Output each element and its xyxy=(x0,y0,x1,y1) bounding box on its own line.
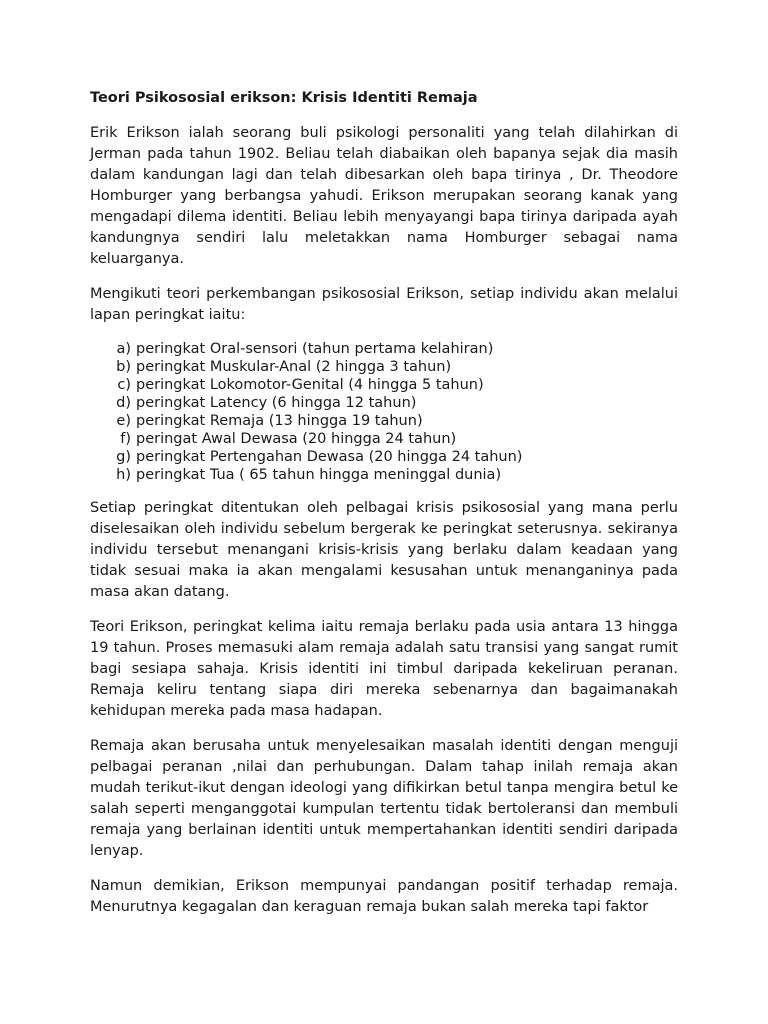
document-page xyxy=(90,88,678,932)
list-marker: a) xyxy=(116,341,131,357)
paragraph-identity-resolution: Remaja akan berusaha untuk menyelesaikan masalah identiti dengan menguji pelbagai peranan ,nilai dan perhubungan. Dalam tahap inilah remaja akan mudah terikut-ikut dengan ideologi yang difikirkan betul tanpa mengira betul ke salah seperti menganggotai kumpulan tertentu tidak bertoleransi dan membuli remaja yang berlainan identiti untuk mempertahankan identiti sendiri daripada lenyap. xyxy=(90,738,678,859)
paragraph-erikson-bio: Erik Erikson ialah seorang buli psikologi personaliti yang telah dilahirkan di Jerman pada tahun 1902. Beliau telah diabaikan oleh bapanya sejak dia masih dalam kandungan lagi dan telah dibesarkan oleh bapa tirinya , Dr. Theodore Homburger yang berbangsa yahudi. Erikson merupakan seorang kanak yang mengadapi dilema identiti. Beliau lebih menyayangi bapa tirinya daripada ayah kandungnya sendiri lalu meletakkan nama Homburger sebagai nama keluarganya. xyxy=(90,125,678,267)
list-item xyxy=(90,340,678,358)
list-item xyxy=(90,376,678,394)
paragraph-list-intro: Mengikuti teori perkembangan psikososial Erikson, setiap individu akan melalui lapan peringkat iaitu: xyxy=(90,286,678,323)
paragraph-crisis-stages: Setiap peringkat ditentukan oleh pelbagai krisis psikososial yang mana perlu diselesaikan oleh individu sebelum bergerak ke peringkat seterusnya. sekiranya individu tersebut menangani krisis-krisis yang berlaku dalam keadaan yang tidak sesuai maka ia akan mengalami kesusahan untuk menanganinya pada masa akan datang. xyxy=(90,500,678,600)
list-item-text: peringkat Oral-sensori (tahun pertama kelahiran) xyxy=(136,341,494,357)
list-item-text: peringkat Pertengahan Dewasa (20 hingga 24 tahun) xyxy=(136,449,523,465)
list-item xyxy=(90,430,678,448)
list-item-text: peringkat Lokomotor-Genital (4 hingga 5 tahun) xyxy=(136,377,484,393)
paragraph-fifth-stage: Teori Erikson, peringkat kelima iaitu remaja berlaku pada usia antara 13 hingga 19 tahun. Proses memasuki alam remaja adalah satu transisi yang sangat rumit bagi sesiapa sahaja. Krisis identiti ini timbul daripada kekeliruan peranan. Remaja keliru tentang siapa diri mereka sebenarnya dan bagaimanakah kehidupan mereka pada masa hadapan. xyxy=(90,619,678,719)
stages-list xyxy=(90,340,678,484)
list-marker: g) xyxy=(116,449,131,465)
list-marker: c) xyxy=(117,377,131,393)
list-item xyxy=(90,448,678,466)
list-item xyxy=(90,412,678,430)
list-item xyxy=(90,394,678,412)
document-title: Teori Psikososial erikson: Krisis Identiti Remaja xyxy=(90,90,478,106)
list-marker: e) xyxy=(116,413,131,429)
list-marker: h) xyxy=(116,467,131,483)
list-marker: d) xyxy=(116,395,131,411)
list-item xyxy=(90,466,678,484)
list-item-text: peringkat Tua ( 65 tahun hingga meninggal dunia) xyxy=(136,467,502,483)
list-item-text: peringat Awal Dewasa (20 hingga 24 tahun) xyxy=(136,431,457,447)
list-item-text: peringkat Muskular-Anal (2 hingga 3 tahun) xyxy=(136,359,452,375)
list-marker: b) xyxy=(116,359,131,375)
list-item-text: peringkat Remaja (13 hingga 19 tahun) xyxy=(136,413,423,429)
list-marker: f) xyxy=(120,431,131,447)
list-item xyxy=(90,358,678,376)
list-item-text: peringkat Latency (6 hingga 12 tahun) xyxy=(136,395,417,411)
paragraph-positive-view: Namun demikian, Erikson mempunyai pandangan positif terhadap remaja. Menurutnya kegagalan dan keraguan remaja bukan salah mereka tapi faktor xyxy=(90,878,678,915)
